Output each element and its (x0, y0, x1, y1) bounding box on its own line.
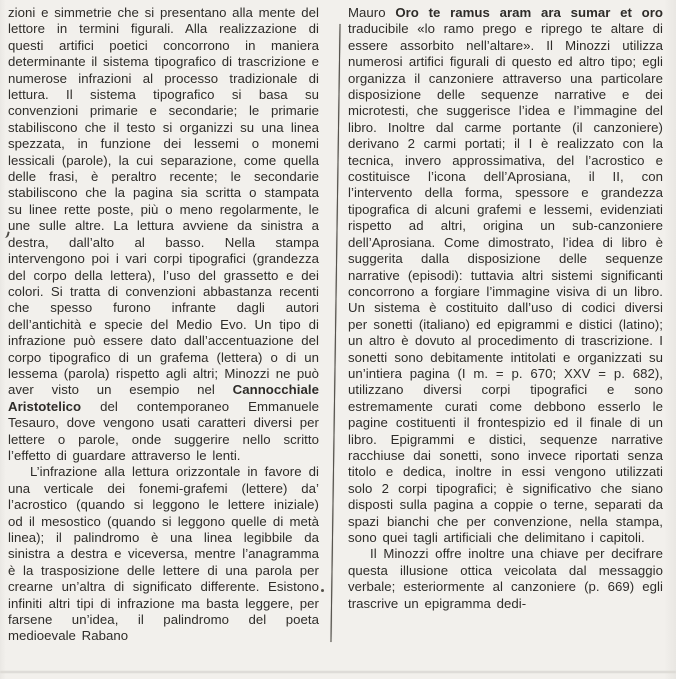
text-run: traducibile «lo ramo prego e riprego te altare di essere assorbito nell’altare». Il Minozzi utilizza numerosi artifici figurali di questo ed altro tipo; egli organizza il canzoniere attraverso una particolare disposizione delle sequenze narrative e dei microtesti, che suggerisce l’idea e l’immagine del libro. Inoltre dal carme portante (il canzoniere) derivano 2 carmi portati; il I è realizzato con la tecnica, invero approssimativa, del l’acrostico e costituisce l’icona dell’Aprosiana, il II, con l’intervento della forma, spessore e grandezza tipografica di alcuni grafemi e lessemi, evidenziati rispetto ad altri, origina un sub-canzoniere dell’Aprosiana. Come dimostrato, l’idea di libro è suggerita dalla disposizione delle sequenze narrative (episodi): tuttavia altri sistemi significanti concorrono a forgiare l’immagine visiva di un libro. Un sistema è costituito dall’uso di codici diversi per sonetti (italiano) ed epigrammi e distici (latino); un altro è dovuto al procedimento di trascrizione. I sonetti sono debitamente intitolati e organizzati su un’intiera pagina (I m. = p. 670; XXV = p. 682), utilizzano diversi corpi tipografici e sono estremamente curati come debbono esserlo le pagine costituenti il frontespizio ed il finale di un libro. Epigrammi e distici, sequenze narrative racchiuse dai sonetti, sono invece riportati senza titolo e dedica, inoltre in essi vengono utilizzati solo 2 corpi tipografici; è significativo che siano disposti sulla pagina a coppie o terne, separati da spazi bianchi che per convenzione, nella stampa, sono quei tagli artificiali che delimitano i capitoli. (348, 21, 663, 545)
bold-text-run: Cannocchiale Aristotelico (8, 382, 319, 414)
paragraph (348, 5, 663, 546)
paragraph (348, 546, 663, 612)
text-run: L’infrazione alla lettura orizzontale in favore di una verticale dei fonemi-grafemi (lettere) da’ l’acrostico (quando si leggono le lettere iniziale) od il mesostico (quando si leggono quelle di metà linea); il palindromo è una linea legibbile da sinistra a destra e viceversa, mentre l’anagramma è la trasposizione delle lettere di una parola per crearne un’altra di significato differente. Esistono infiniti altri tipi di infrazione ma basta leggere, per farsene un’idea, il palindromo del poeta medioevale Rabano (8, 464, 319, 644)
right-text-column (348, 5, 663, 612)
column-divider-rule (330, 24, 340, 642)
paragraph (8, 5, 319, 464)
text-run: zioni e simmetrie che si presentano alla mente del lettore in termini figurali. Alla realizzazione di questi artifici poetici concorrono in maniera determinante il sistema tipografico di trascrizione e numerose infrazioni al processo tradizionale di lettura. Il sistema tipografico si basa su convenzioni primarie e secondarie; le primarie stabiliscono che il testo si organizzi su una linea spezzata, in funzione dei lessemi o monemi lessicali (parole), la cui separazione, come quella delle frasi, è peraltro recente; le secondarie stabiliscono che la pagina sia scritta o stampata su linee rette poste, più o meno regolarmente, le une sulle altre. La lettura avviene da sinistra a destra, dall’alto al basso. Nella stampa intervengono poi i vari corpi tipografici (grandezza del corpo della lettera), l’uso del grassetto e dei colori. Si tratta di convenzioni abbastanza recenti che spesso furono infrante dagli autori dell’antichità e specie del Medio Evo. Un tipo di infrazione può essere dato dall’accentuazione del corpo tipografico di un grafema (lettera) o di un lessema (parola) rispetto agli altri; Minozzi ne può aver visto un esempio nel (8, 5, 319, 398)
text-run: Mauro (348, 5, 396, 20)
text-run: Il Minozzi offre inoltre una chiave per decifrare questa illusione ottica veicolata dal messaggio verbale; esteriormente al canzoniere (p. 669) egli trascrive un epigramma dedi- (348, 546, 663, 611)
left-text-column (8, 5, 319, 645)
text-run: del contemporaneo Emmanuele Tesauro, dove vengono usati caratteri diversi per lettere o parole, onde suggerire nello scritto l’effetto di guardare attraverso le lenti. (8, 398, 319, 463)
scan-speck (321, 589, 324, 592)
scan-bottom-edge (0, 671, 676, 673)
bold-text-run: Oro te ramus aram ara sumar et oro (395, 5, 664, 20)
paragraph (8, 464, 319, 644)
